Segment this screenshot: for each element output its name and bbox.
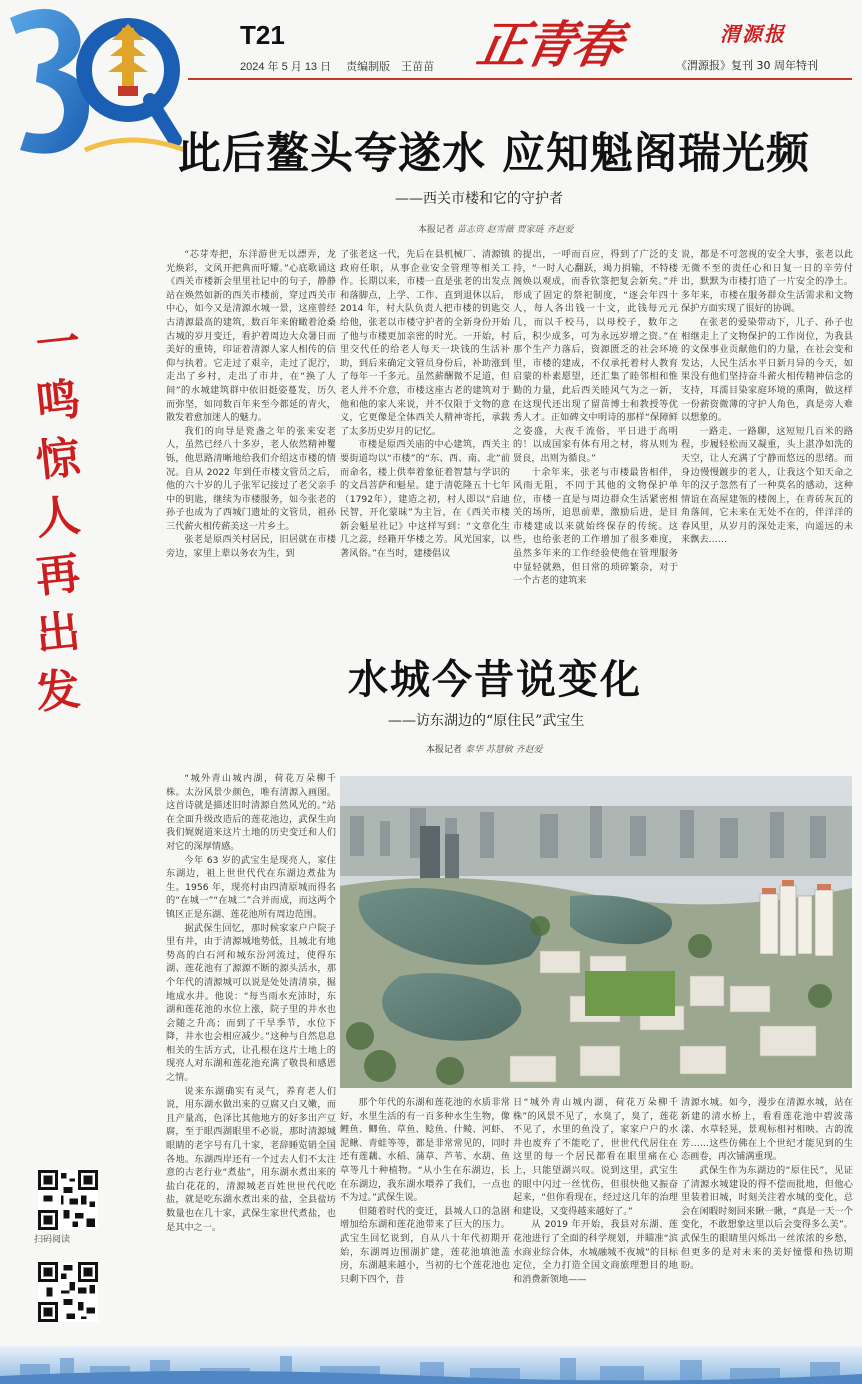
byline-label: 本报记者 — [426, 745, 463, 755]
paragraph: 武保生作为东湖边的“原住民”，见证了清源水城建设的得不偿而批地，但他心里装着旧城，时刻关注着水城的变化，总会在闲暇时刻回来瞅一瞅，“真是一天一个变化，不敢想象这里以后会变得多么美”。武保生的眼睛里闪烁出一丝浓浓的乡愁，但更多的是对未来的美好憧憬和热切期盼。 — [681, 1164, 853, 1272]
paragraph: 从 2019 年开始，我县对东湖、莲花池进行了全面的科学规划，并瞄准“滨水商业综合体，水城融城不夜城”的目标定位，全力打造全国文商旅理想目的地和消费新领地—— — [513, 1219, 678, 1285]
slogan-char: 出 — [33, 605, 83, 662]
byline-names: 秦华 苏慧敏 齐赵爱 — [464, 745, 543, 755]
article2-column-2 — [340, 1096, 510, 1346]
paragraph: 我们的向导是瓷盏之年的张来安老人，虽然已经八十多岁，老人依然精神矍铄，他思路清晰地给我们介绍这市楼的情况。自从 2022 年到任市楼文管员之后，他的六十岁的儿子张军记接过了老父亲手中的钥匙，继续为市楼服务，如今张老的孙子也成为了西城门遗址的文管员，祖孙三代薪火相传薪美这一片乡土。 — [166, 425, 336, 532]
paragraph: 那个年代的东湖和莲花池的水质非常好，水里生活的有一百多种水生生物，像鲤鱼、鲫鱼、草鱼、鲶鱼、什鲮、河虾、泥鳅、青蛙等等，都是非常常见的，同时还有莲藕、水稻、蒲草、芦苇、水葫、鱼草等几十种植物。“从小生在东湖边，长在东湖边，我东湖水喂养了我们，一点也不为过。”武保生说。 — [340, 1097, 510, 1204]
side-slogan — [33, 315, 83, 721]
paragraph: 今年 63 岁的武宝生是现亮人，家住东湖边，祖上世世代代在东湖边煮盐为生。1956 年，现亮村由四清原城而得名的“在城一”“在城二”合并而成，而这两个镇区正是东湖、莲花池所有周边范围。 — [166, 854, 336, 920]
header-rule — [188, 78, 852, 80]
article2-byline — [426, 742, 543, 755]
qr-code-icon[interactable] — [38, 1170, 98, 1230]
slogan-char: 人 — [33, 489, 83, 546]
paragraph: 了张老这一代，先后在县机械厂、清源镇政府任职，从事企业安全管理等相关工作。长期以来，市楼一直是张老的出发点和落脚点，上学、工作、直到退休以后，2014 年，村大队负责人把市楼的钥匙交给他，张老以市楼守护者的全新身份开始了他与市楼更加亲密的时光。一开始，村里交代任的给老人每天一块钱的生活补助，到后来确定文管员身份后，补助涨到了每年一千多元。虽然薪酬微不足道，但老人并不介意，市楼这座古老的建筑对于他和他的家人来说，并不仅限于文物的意义，它更像是全体西关人精神寄托，承载了太多历史岁月的记忆。 — [340, 249, 510, 437]
aerial-city-photo — [340, 776, 852, 1088]
byline-label: 本报记者 — [418, 225, 455, 235]
paragraph: 十余年来，张老与市楼最皆相伴，风雨无阻，不同于其他的文物保护单位，市楼一直是与周边群众生活紧密相关的场所，追思前辈，激励后进，是目市楼建成以来就始终保存的传统。这些，也给张老的工作增加了很多难度，虽然多年来的工作经验使他在管理服务中显轻就熟，但日常的琐碎繁杂，对于一个古老的建筑来 — [513, 466, 678, 587]
article1-title: 此后鳌头夸遂水 应知魁阁瑞光频 — [178, 129, 810, 179]
paragraph: 说，都是不可忽视的安全大事，张老以此无微不至的责任心和日复一日的辛劳付出，默默为市楼打造了一片安全的净土。多年来，市楼在服务群众生活需求和文物保护方面实现了很好的协调。 — [681, 249, 853, 315]
slogan-char: 再 — [33, 547, 83, 604]
paragraph: 在张老的爱染带动下，儿子、孙子也相继走上了文物保护的工作岗位，为我县的文保事业贡献他们的力量，在社会变和发达，人民生活水平日新月异的今天，如果没有他们坚持奋斗薪火相传精神信念的支持，耳濡目染家庭环境的熏陶，做这样一份薪资微薄的守护人角色，真是旁人难以想象的。 — [681, 316, 853, 424]
paper-name: 渭源报 — [720, 22, 786, 46]
editor-credit: 责编制版 王苗苗 — [346, 61, 435, 73]
paragraph: “芯芽寿把，东洋游世无以漂弄，龙光焕彩，文风开把典而吁耀。”心底歌诵这《西关市楼新会里里社记中的句子，静静站在焕然如新的西关市楼前，穿过西关市中心，如今又是清源水城一景，这座曾经古清源最高的建筑，数百年来俯瞰着沧桑古城的岁月变迁，看护着周边大众暑日而美好的重铸，印证着清源人家人相传的信仰与执着。它走过了艰辛，走过了泥泞，走出了乡村，走出了市井，在“换了人间”的水城建筑群中依旧挺姿蔓发，历久而弥坚，如同数百年来至今都延的青火，散发着愈加迷人的魅力。 — [166, 249, 336, 424]
paragraph: 一路走、一路聊，这短短几百米的路程，步履轻松而又凝重，头上湛净如洗的天空，让人充满了宁静而悠远的思绪。而身边慢慢踱步的老人，让我这个知天命之年的汉子忽然有了一种莫名的感动，这种情谊在高屋建瓴的楼阁上，在青砖灰瓦的角落间，它未来在无处不在的，伴洋洋的春风里，从岁月的深处走来，向遥远的未来飘去…… — [681, 425, 853, 546]
qr-code-icon[interactable] — [38, 1262, 98, 1322]
issue-date: 2024 年 5 月 13 日 — [240, 61, 332, 73]
paragraph: “城外青山城内湖，荷花万朵柳千株。太汾风景少颜色，唯有清源入画图。这首诗就是描述旧时清源自然风光的。”站在全面升级改造后的莲花池边，武保生向我们娓娓道来这片土地的历史变迁和人们对它的深厚情感。 — [166, 773, 336, 852]
article1-byline — [418, 222, 573, 235]
paragraph: 清源水城。如今，漫步在清源水城，站在新建的清水桥上，看看莲花池中碧波荡漾、水草轻晃，景观标相衬相映、古韵流芳……这些仿佛在上个世纪才能见到的生态画卷，再次铺满重现。 — [681, 1097, 853, 1163]
paragraph: 的提出，一呼而百应，得到了广泛的支持，“一时人心翻跃，竭力捐输，不特楼阁焕以观成，而香钦箓把复会新矣。”并形成了固定的祭祀制度，“逐会年四十人，每人各出钱一十文，此钱每元元几，而以千校马，以母校子，数年之后，积少成多，可为永远岁增之资。”在那个生产力落后，资源匮乏的社会环境里，市楼的建成，不仅承托着村人教育启蒙的朴素愿望，还汇集了睦邻相和惟勤的力量，此后西关睦风气为之一新，在这现代还出现了留苗博士和教授等优秀人才。正如碑文中明诗的那样“保障鲜之姿盛，大夜千流俗，平日进于高明的！以成国家有体有用之材，将从则为贤良，出则为循良。” — [513, 249, 678, 464]
article2-subtitle: ——访东湖边的“原住民”武宝生 — [388, 713, 585, 729]
paragraph: 但随着时代的变迁，县城人口的急剧增加给东湖和莲花池带来了巨大的压力。武宝生回忆说到，自从八十年代初期开始，东湖周边围湖扩建，莲花池填池盖房，东湖越来越小，当初的七个莲花池也只剩下四个，昔 — [340, 1205, 510, 1285]
footer-skyline — [0, 1346, 862, 1384]
anniversary-label: 《渭源报》复刊 30 周年特刊 — [676, 59, 818, 72]
qr-label: 扫码阅读 — [34, 1235, 71, 1245]
page-number: T21 — [240, 20, 285, 50]
article1-column-3 — [513, 248, 678, 620]
slogan-char: 鸣 — [33, 373, 83, 430]
paragraph: 说来东湖确实有灵气，养育老人们说，用东湖水做出来的豆腐又白又嫩，而且产量高，色泽比其他地方的好多出产豆腐，至于眼西湖眼里不必说，那时清源城眼睛的老字号有几十家，老辞睡览销全国各地。东湖西岸还有一个过去人们不太注意的古老行业“煮盐”，用东湖水煮出来的盐白花花的，清源城老百姓世世代代吃盐，就是吃东湖水煮出来的盐，全县盐坊数量也在几十家，武保生家世代煮盐，也是其中之一。 — [166, 1085, 336, 1233]
paragraph: 张老是原西关村居民，旧居就在市楼旁边，家里上辈以务农为生，到 — [166, 534, 336, 560]
article1-subtitle: ——西关市楼和它的守护者 — [395, 191, 563, 207]
article2-column-3 — [513, 1096, 678, 1346]
masthead-text: 正青春 — [472, 15, 625, 74]
byline-names: 苗志资 赵雪薇 贾家琏 齐赵爱 — [456, 225, 574, 235]
slogan-char: 一 — [33, 315, 83, 372]
paragraph: 日“城外青山城内湖，荷花万朵柳千株”的风景不见了，水臭了，臭了，莲花不见了，水里的鱼没了，家家户户的水井也废弃了不能吃了，世世代代居住在这里的每一个居民都看在眼里痛在心上，只能望湖兴叹。说到这里，武宝生的眼中闪过一丝忧伤，但很快他又振奋起来，“但你看现在，经过这几年的治理和建设，又变得越来越好了。” — [513, 1097, 678, 1217]
slogan-char: 发 — [33, 663, 83, 720]
paragraph: 据武保生回忆，那时候家家户户院子里有井，由于清源城地势低，且城北有地势高的白石河和城东汾河流过，使得东湖、莲花池有了源源不断的源头活水，那个年代的清源城可以说是处处清清泉，掘地成水井。他说：“每当雨水充沛时，东湖和莲花池的水位上涨，院子里的井水也会随之升高；而到了干旱季节，水位下降，井水也会相应减少。”这种与自然息息相关的生活方式，让孔根在这片土地上的现亮人对东湖和莲花池充满了敬畏和感恩之情。 — [166, 922, 336, 1084]
article1-column-1 — [166, 248, 336, 620]
article2-title: 水城今昔说变化 — [348, 657, 642, 703]
paragraph: 市楼是原西关庙的中心建筑，西关主要街道均以“市楼”的“东、西、南、北”前而命名，楼上供奉着象征着智慧与学识的的文昌菩萨和魁星。建于清乾隆五十七年（1792年），建造之初，村人即以“启迪民智，开化蒙昧”为主旨，在《西关市楼新会魁星社记》中这样写到：“文章化生几之蕊，经籍开华楼之芳。风光国家，以著风俗。”在当时，建楼倡议 — [340, 439, 510, 560]
slogan-char: 惊 — [33, 431, 83, 488]
masthead-calligraphy — [472, 10, 708, 80]
article2-column-1 — [166, 772, 336, 1344]
article1-column-4 — [681, 248, 853, 620]
article2-column-4 — [681, 1096, 853, 1346]
logo-30-anniversary-icon — [0, 0, 185, 170]
article1-column-2 — [340, 248, 510, 620]
issue-meta — [240, 58, 446, 74]
